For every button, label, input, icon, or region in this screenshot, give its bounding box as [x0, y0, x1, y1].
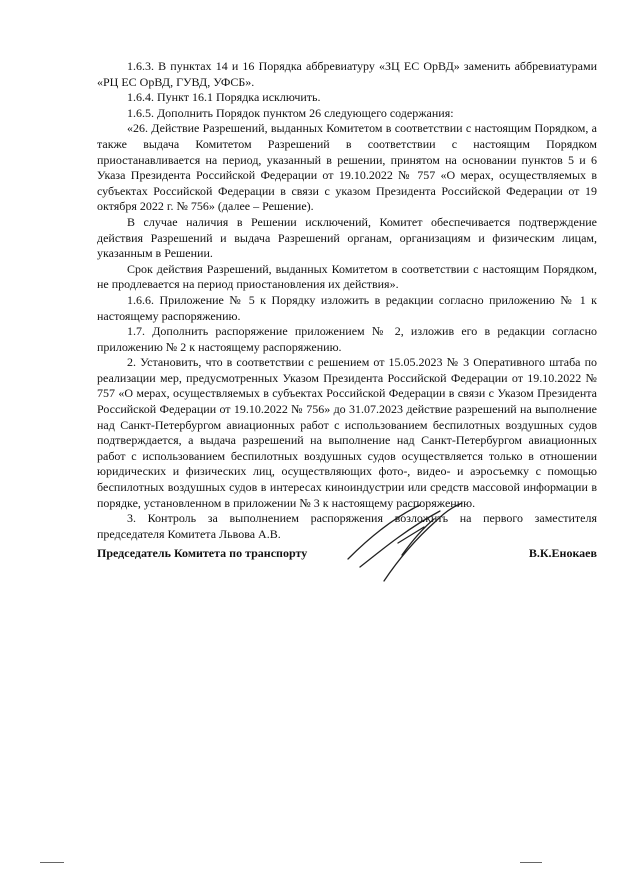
paragraph-1-6-5: 1.6.5. Дополнить Порядок пунктом 26 следующего содержания:: [127, 105, 454, 120]
document-body: [97, 59, 597, 542]
paragraph-1-6-3: 1.6.3. В пунктах 14 и 16 Порядка аббревиатуру «ЗЦ ЕС ОрВД» заменить аббревиатурами «РЦ ЕС ОрВД, ГУВД, УФСБ».: [97, 59, 597, 89]
paragraph-1-6-4: 1.6.4. Пункт 16.1 Порядка исключить.: [127, 90, 321, 105]
paragraph-3: 3. Контроль за выполнением распоряжения возложить на первого заместителя председателя Комитета Львова А.В.: [97, 511, 597, 541]
signatory-name: В.К.Енокаев: [528, 546, 597, 560]
scan-edge-line-left: [40, 862, 64, 863]
scan-edge-line-right: [520, 862, 542, 863]
paragraph-exceptions: В случае наличия в Решении исключений, Комитет обеспечивается подтверждение действия Разрешений и выдача Разрешений органам, организациям и физическим лицам, указанным в Решении.: [97, 214, 597, 261]
paragraph-validity: Срок действия Разрешений, выданных Комитетом в соответствии с настоящим Порядком, не продлевается на период приостановления их действия».: [97, 261, 597, 292]
signatory-title: Председатель Комитета по транспорту: [97, 546, 308, 560]
handwritten-signature: [340, 497, 470, 587]
paragraph-1-7: 1.7. Дополнить распоряжение приложением № 2, изложив его в редакции согласно приложению № 2 к настоящему распоряжению.: [97, 324, 597, 354]
paragraph-2: 2. Установить, что в соответствии с решением от 15.05.2023 № 3 Оперативного штаба по реализации мер, предусмотренных Указом Президента Российской Федерации от 19.10.2022 № 757 «О мерах, осуществляемых в субъектах Российской Федерации в связи с Указом Президента Российской Федерации от 19.10.2022 № 756» до 31.07.2023 действие разрешений на выполнение над Санкт-Петербургом авиационных работ с использованием беспилотных воздушных судов подтверждается, а выдача разрешений на выполнение над Санкт-Петербургом авиационных работ с использованием беспилотных воздушных судов осуществляется только в отношении юридических и физических лиц, осуществляющих фото-, видео- и аэросъемку с помощью беспилотных воздушных судов в интересах киноиндустрии или средств массовой информации в порядке, установленном в приложении № 3 к настоящему распоряжению.: [97, 355, 597, 510]
paragraph-1-6-6: 1.6.6. Приложение № 5 к Порядку изложить в редакции согласно приложению № 1 к настоящему распоряжению.: [97, 292, 597, 323]
paragraph-26: «26. Действие Разрешений, выданных Комитетом в соответствии с настоящим Порядком, а также выдача Комитетом Разрешений в соответствии с настоящим Порядком приостанавливается на период, указанный в решении, принятом на основании пунктов 5 и 6 Указа Президента Российской Федерации от 19.10.2022 № 757 «О мерах, осуществляемых в субъектах Российской Федерации в связи с указом Президента Российской Федерации от 19 октября 2022 г. № 756» (далее – Решение).: [97, 121, 597, 214]
signature-line: [97, 546, 597, 564]
